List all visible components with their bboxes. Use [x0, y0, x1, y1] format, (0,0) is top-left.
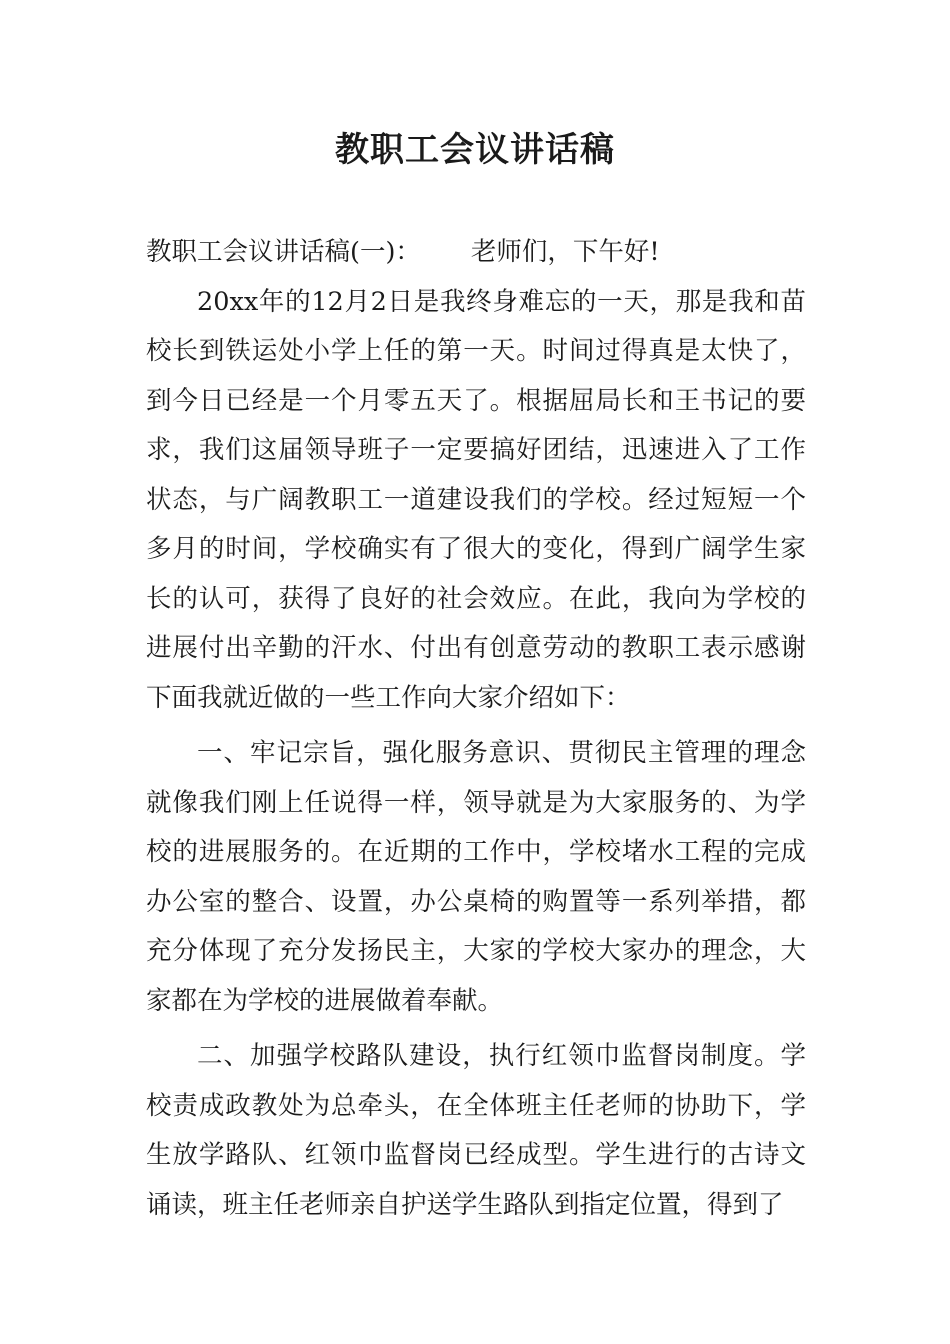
paragraph-point-two: 二、加强学校路队建设，执行红领巾监督岗制度。学校责成政教处为总牵头，在全体班主任老师的协助下，学生放学路队、红领巾监督岗已经成型。学生进行的古诗文诵读，班主任老师亲自护送学生路队到指定位置，得到了 [146, 1041, 806, 1220]
intro-line [146, 228, 806, 278]
document-body [146, 228, 806, 1230]
intro-label: 教职工会议讲话稿(一)： [146, 237, 421, 267]
greeting-text: 老师们，下午好! [470, 237, 660, 267]
document-title: 教职工会议讲话稿 [335, 130, 615, 170]
paragraph-point-one: 一、牢记宗旨，强化服务意识、贯彻民主管理的理念就像我们刚上任说得一样，领导就是为大家服务的、为学校的进展服务的。在近期的工作中，学校堵水工程的完成办公室的整合、设置，办公桌椅的购置等一系列举措，都充分体现了充分发扬民主，大家的学校大家办的理念，大家都在为学校的进展做着奉献。 [146, 738, 806, 1016]
paragraph-opening: 20xx年的12月2日是我终身难忘的一天，那是我和苗校长到铁运处小学上任的第一天。时间过得真是太快了，到今日已经是一个月零五天了。根据屈局长和王书记的要求，我们这届领导班子一定要搞好团结，迅速进入了工作状态，与广阔教职工一道建设我们的学校。经过短短一个多月的时间，学校确实有了很大的变化，得到广阔学生家长的认可，获得了良好的社会效应。在此，我向为学校的进展付出辛勤的汗水、付出有创意劳动的教职工表示感谢下面我就近做的一些工作向大家介绍如下： [146, 286, 806, 713]
